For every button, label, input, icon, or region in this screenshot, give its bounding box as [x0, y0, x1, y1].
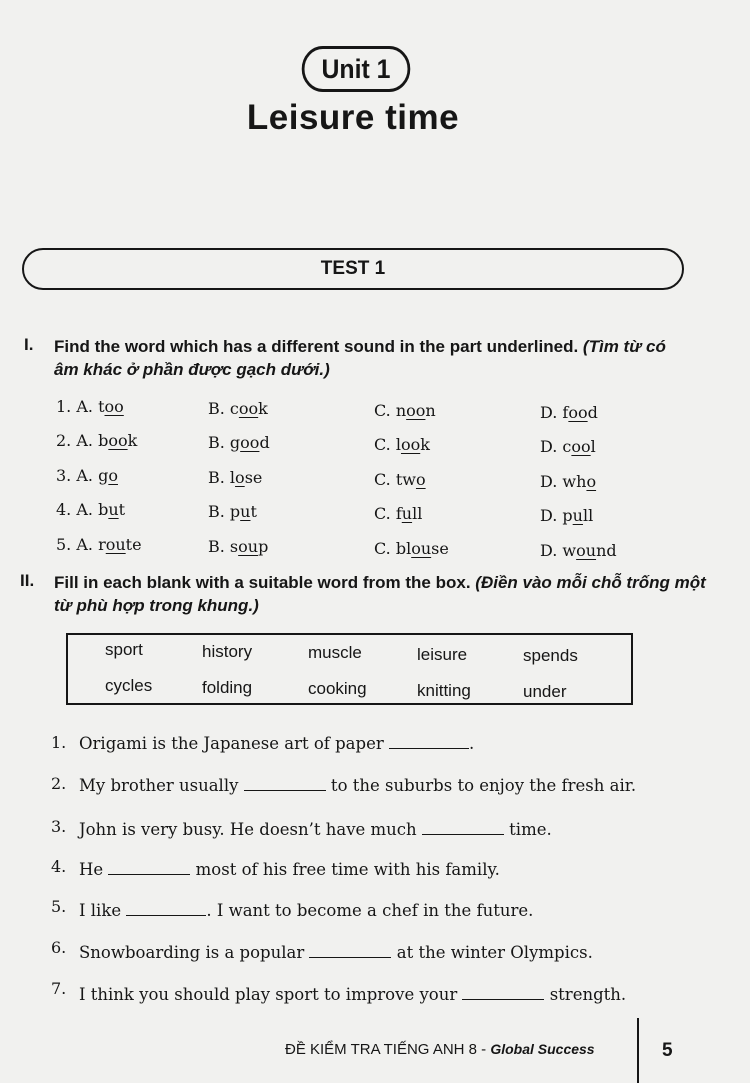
underlined-part: oo	[406, 401, 426, 420]
unit-title: Leisure time	[246, 98, 460, 137]
box-word: muscle	[308, 643, 362, 662]
exercise-2-instruction	[54, 571, 714, 617]
option-1-a: 1. A. too	[56, 397, 124, 416]
underlined-part: o	[415, 470, 426, 489]
option-3-a: 3. A. go	[56, 466, 118, 485]
answer-blank[interactable]	[108, 862, 190, 875]
option-5-b: B. soup	[208, 537, 269, 556]
footer-series: Global Success	[490, 1041, 595, 1057]
exercise-1-number: I.	[24, 335, 34, 354]
item-number: 1.	[51, 733, 67, 752]
underlined-part: o	[586, 472, 597, 491]
option-3-b: B. lose	[208, 468, 263, 487]
option-5-c: C. blouse	[374, 539, 449, 558]
option-4-a: 4. A. but	[56, 500, 126, 519]
option-1-c: C. noon	[374, 401, 436, 420]
underlined-part: ou	[105, 535, 126, 554]
answer-blank[interactable]	[244, 778, 326, 791]
underlined-part: oo	[240, 433, 260, 452]
exercise-1-instruction-vi: (Tìm từ có âm khác ở phần được gạch dưới.)	[54, 337, 666, 379]
underlined-part: oo	[571, 437, 591, 456]
exercise-2-instruction-en: Fill in each blank with a suitable word from the box.	[54, 573, 471, 592]
item-number: 6.	[51, 938, 67, 957]
test-label: TEST 1	[320, 258, 386, 279]
option-4-b: B. put	[208, 502, 257, 521]
answer-blank[interactable]	[422, 822, 504, 835]
box-word: leisure	[417, 644, 468, 664]
fill-blank-item: I think you should play sport to improve your strength.	[79, 984, 627, 1004]
item-number: 4.	[51, 857, 67, 876]
option-2-d: D. cool	[540, 437, 596, 456]
item-number: 5.	[51, 897, 67, 916]
box-word: sport	[105, 640, 143, 659]
underlined-part: u	[572, 506, 583, 525]
box-word: spends	[523, 646, 578, 665]
option-1-d: D. food	[540, 403, 598, 422]
exercise-1-instruction-en: Find the word which has a different sound in the part underlined.	[54, 337, 579, 356]
test-banner	[22, 248, 684, 290]
exercise-2-instruction-vi: (Điền vào mỗi chỗ trống một từ phù hợp trong khung.)	[54, 573, 706, 615]
underlined-part: ou	[238, 537, 259, 556]
answer-blank[interactable]	[126, 903, 206, 916]
option-5-a: 5. A. route	[56, 535, 142, 554]
option-4-c: C. full	[374, 504, 423, 523]
option-2-a: 2. A. book	[56, 431, 138, 450]
underlined-part: o	[108, 466, 118, 485]
fill-blank-item: Origami is the Japanese art of paper .	[79, 734, 475, 753]
footer-divider	[637, 1018, 639, 1083]
box-word: history	[202, 641, 253, 661]
footer-book-title	[285, 1041, 595, 1058]
underlined-part: oo	[400, 435, 421, 454]
underlined-part: u	[240, 502, 251, 521]
item-number: 3.	[51, 817, 67, 836]
box-word: under	[523, 682, 567, 701]
exercise-1-instruction	[54, 335, 694, 381]
option-3-c: C. two	[374, 470, 426, 489]
underlined-part: oo	[108, 431, 128, 450]
option-2-c: C. look	[374, 435, 430, 454]
box-word: knitting	[417, 680, 471, 700]
underlined-part: oo	[568, 403, 588, 422]
fill-blank-item: My brother usually to the suburbs to enjoy the fresh air.	[79, 775, 637, 795]
answer-blank[interactable]	[462, 987, 544, 1000]
footer-title: ĐỀ KIỂM TRA TIẾNG ANH 8 -	[285, 1041, 491, 1058]
fill-blank-item: He most of his free time with his family.	[79, 860, 500, 880]
underlined-part: oo	[104, 397, 124, 416]
option-1-b: B. cook	[208, 399, 268, 418]
exercise-2-number: II.	[20, 571, 35, 590]
page-number: 5	[662, 1040, 673, 1061]
underlined-part: o	[235, 468, 245, 487]
fill-blank-item: Snowboarding is a popular at the winter Olympics.	[79, 943, 593, 962]
fill-blank-item: I like . I want to become a chef in the future.	[79, 901, 534, 921]
answer-blank[interactable]	[309, 945, 391, 958]
option-2-b: B. good	[208, 433, 270, 452]
underlined-part: u	[401, 504, 413, 523]
underlined-part: ou	[576, 541, 597, 560]
item-number: 2.	[51, 774, 67, 793]
box-word: cooking	[308, 679, 367, 698]
option-4-d: D. pull	[540, 506, 594, 525]
underlined-part: ou	[411, 539, 432, 558]
box-word: folding	[202, 677, 253, 697]
option-3-d: D. who	[540, 472, 597, 491]
underlined-part: oo	[238, 399, 259, 418]
fill-blank-item: John is very busy. He doesn’t have much time.	[79, 819, 552, 839]
box-word: cycles	[105, 676, 153, 695]
item-number: 7.	[51, 979, 67, 998]
answer-blank[interactable]	[389, 736, 469, 749]
option-5-d: D. wound	[540, 541, 617, 560]
unit-label: Unit 1	[302, 46, 411, 92]
underlined-part: u	[108, 500, 119, 519]
